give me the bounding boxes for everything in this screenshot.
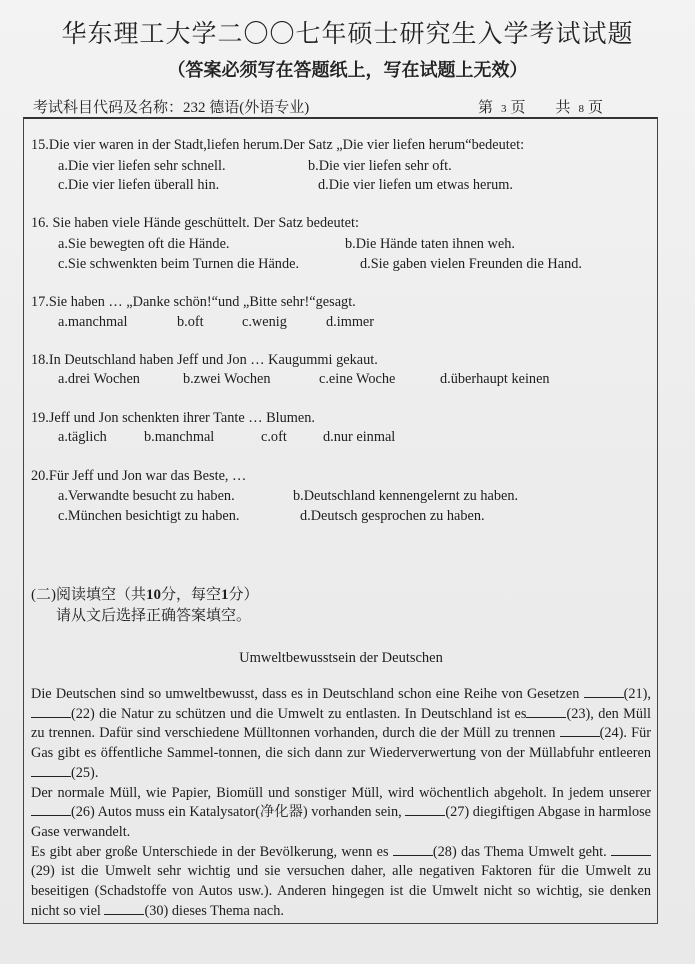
page-suffix: 页 — [510, 100, 526, 116]
option: a.täglich — [58, 429, 107, 445]
blank-29[interactable] — [611, 843, 651, 856]
question-18: 18.In Deutschland haben Jeff und Jon … Kaugummi gekaut. — [31, 352, 378, 368]
option: b.zwei Wochen — [183, 371, 271, 387]
blank-23[interactable] — [526, 705, 566, 718]
option: b.manchmal — [144, 429, 215, 445]
question-17: 17.Sie haben … „Danke schön!“und „Bitte sehr!“gesagt. — [31, 294, 356, 310]
passage-text: (28) das Thema Umwelt geht. — [432, 843, 611, 860]
total-prefix: 共 — [555, 100, 571, 116]
blank-30[interactable] — [104, 902, 144, 915]
passage-paragraph — [31, 784, 651, 843]
blank-24[interactable] — [560, 724, 600, 737]
option: d.Die vier liefen um etwas herum. — [318, 177, 513, 193]
blank-21[interactable] — [584, 685, 624, 698]
passage-paragraph — [31, 685, 651, 784]
section-heading-mid: 分，每空 — [161, 587, 222, 603]
page-info — [478, 96, 607, 117]
passage-text: (25). — [71, 764, 99, 781]
option: c.oft — [261, 429, 287, 445]
section-points-total: 10 — [146, 587, 161, 603]
option: d.Deutsch gesprochen zu haben. — [300, 508, 485, 524]
exam-title: 华东理工大学二〇〇七年硕士研究生入学考试试题 — [61, 19, 634, 48]
option: c.Die vier liefen überall hin. — [58, 177, 220, 193]
question-19: 19.Jeff und Jon schenkten ihrer Tante … Blumen. — [31, 410, 315, 426]
option: c.Sie schwenkten beim Turnen die Hände. — [58, 256, 300, 272]
total-pages: 8 — [578, 103, 585, 115]
passage-title: Umweltbewusstsein der Deutschen — [239, 650, 443, 666]
subject-label: 考试科目代码及名称：232 德语(外语专业) — [33, 100, 310, 116]
passage-text: (27) diegiftigen Abgase in harmlose Gase verwandelt. — [31, 804, 652, 840]
option: d.Sie gaben vielen Freunden die Hand. — [360, 256, 582, 272]
total-suffix: 页 — [588, 100, 604, 116]
option: d.immer — [326, 314, 375, 330]
passage-text: (26) Autos muss ein Katalysator(净化器) vorhanden sein, — [71, 804, 406, 821]
option: b.Deutschland kennengelernt zu haben. — [293, 488, 519, 504]
option: c.wenig — [242, 314, 287, 330]
blank-26[interactable] — [31, 803, 71, 816]
passage — [31, 685, 651, 921]
blank-25[interactable] — [31, 764, 71, 777]
section-heading-suffix: 分） — [228, 587, 259, 603]
blank-28[interactable] — [393, 843, 433, 856]
passage-text: (23), den Müll zu trennen. Dafür sind verschiedene Mülltonnen vorhanden, durch die der Müll zu trennen — [31, 705, 651, 742]
page-number: 3 — [501, 103, 507, 115]
section-points-each: 1 — [221, 587, 229, 603]
section-heading — [31, 583, 259, 604]
passage-text: Es gibt aber große Unterschiede in der Bevölkerung, wenn es — [31, 843, 393, 860]
passage-paragraph — [31, 843, 651, 922]
passage-text: Der normale Müll, wie Papier, Biomüll und sonstiger Müll, wird wöchentlich abgeholt. In jedem unserer — [31, 784, 651, 801]
section-instruction: 请从文后选择正确答案填空。 — [56, 608, 252, 624]
blank-27[interactable] — [405, 803, 445, 816]
passage-text: Die Deutschen sind so umweltbewusst, dass es in Deutschland schon eine Reihe von Gesetzen — [31, 686, 584, 702]
option: b.Die Hände taten ihnen weh. — [345, 236, 515, 252]
exam-subtitle: （答案必须写在答题纸上，写在试题上无效） — [167, 60, 528, 81]
option: a.drei Wochen — [58, 371, 140, 387]
option: a.manchmal — [58, 314, 128, 330]
passage-text: (24). Für Gas gibt es öffentliche Sammel-tonnen, die sich dann zur Wiederverwertung von der Müllabfuhr entleeren — [31, 725, 652, 762]
question-15: 15.Die vier waren in der Stadt,liefen herum.Der Satz „Die vier liefen herum“bedeutet: — [31, 137, 525, 153]
option: c.eine Woche — [319, 371, 396, 387]
option: a.Die vier liefen sehr schnell. — [58, 158, 226, 174]
option: c.München besichtigt zu haben. — [58, 508, 240, 524]
passage-text: (22) die Natur zu schützen und die Umwelt zu entlasten. In Deutschland ist es — [71, 705, 527, 722]
option: b.Die vier liefen sehr oft. — [308, 158, 452, 174]
blank-22[interactable] — [31, 705, 71, 718]
option: d.überhaupt keinen — [440, 371, 550, 387]
passage-text: (21), — [623, 686, 651, 702]
passage-text: (29) ist die Umwelt sehr wichtig und sie versuchen daher, alle negativen Faktoren für die Umwelt zu beseitigen (Schadstoffe von Autos usw.). Anderen hingegen ist die Umwelt nicht so wichtig, sie denken nicht so viel — [31, 863, 651, 919]
question-16: 16. Sie haben viele Hände geschüttelt. Der Satz bedeutet: — [31, 215, 359, 231]
section-heading-prefix: (二)阅读填空（共 — [31, 587, 146, 603]
page-prefix: 第 — [478, 100, 494, 116]
option: a.Verwandte besucht zu haben. — [58, 488, 235, 504]
option: d.nur einmal — [323, 429, 396, 445]
option: a.Sie bewegten oft die Hände. — [58, 236, 230, 252]
question-20: 20.Für Jeff und Jon war das Beste, … — [31, 468, 247, 484]
option: b.oft — [177, 314, 204, 330]
passage-text: (30) dieses Thema nach. — [144, 902, 284, 919]
